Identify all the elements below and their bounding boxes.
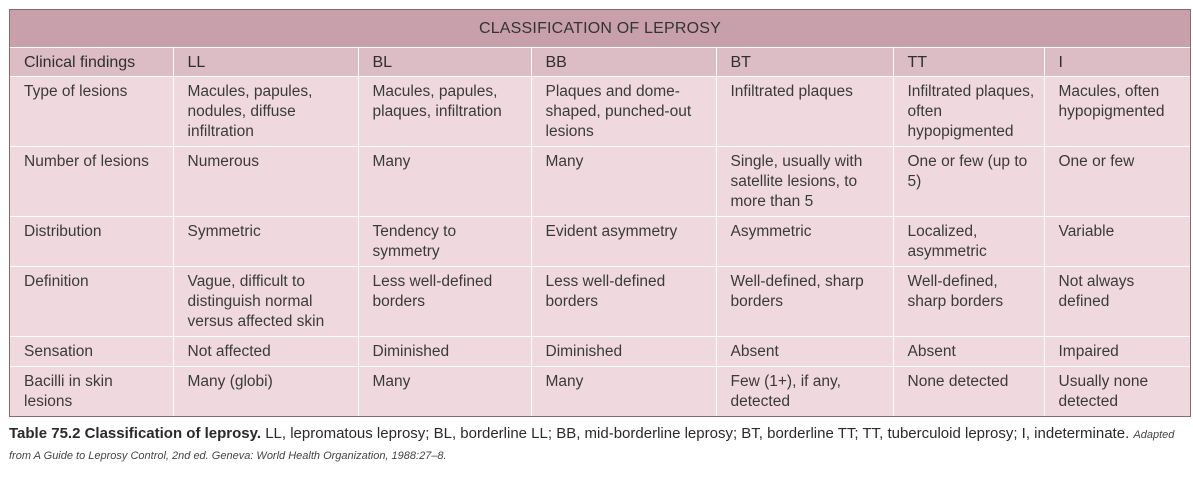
row-label: Definition xyxy=(10,267,173,337)
header-row xyxy=(10,48,1190,77)
cell-ll: Many (globi) xyxy=(173,367,358,417)
cell-bb: Many xyxy=(531,367,716,417)
cell-bb: Less well-defined borders xyxy=(531,267,716,337)
caption-text: LL, lepromatous leprosy; BL, borderline LL; BB, mid-borderline leprosy; BT, borderline TT; TT, tuberculoid leprosy; I, indeterminate. xyxy=(261,425,1130,442)
table-row xyxy=(10,77,1190,147)
row-label: Type of lesions xyxy=(10,77,173,147)
cell-ll: Vague, difficult to distinguish normal versus affected skin xyxy=(173,267,358,337)
cell-bt: Infiltrated plaques xyxy=(716,77,893,147)
cell-bb: Plaques and dome-shaped, punched-out lesions xyxy=(531,77,716,147)
header-bt: BT xyxy=(716,48,893,77)
cell-ll: Numerous xyxy=(173,147,358,217)
classification-table xyxy=(9,9,1191,417)
table-row xyxy=(10,217,1190,267)
cell-bb: Many xyxy=(531,147,716,217)
cell-i: One or few xyxy=(1058,153,1135,170)
cell-bl: Many xyxy=(358,367,531,417)
header-tt: TT xyxy=(893,48,1044,77)
cell-i: Variable xyxy=(1058,223,1115,240)
cell-tt: One or few (up to 5) xyxy=(893,147,1044,217)
cell-tt: Infiltrated plaques, often hypopigmented xyxy=(893,77,1044,147)
cell-bb: Diminished xyxy=(531,337,716,367)
header-i: I xyxy=(1044,48,1190,77)
cell-tt: Absent xyxy=(893,337,1044,367)
cell-bl: Many xyxy=(358,147,531,217)
cell-ll: Macules, papules, nodules, diffuse infiltration xyxy=(173,77,358,147)
cell-bl: Less well-defined borders xyxy=(358,267,531,337)
row-label: Bacilli in skin lesions xyxy=(10,367,173,417)
header-bb: BB xyxy=(531,48,716,77)
header-bl: BL xyxy=(358,48,531,77)
table-title: CLASSIFICATION OF LEPROSY xyxy=(10,10,1190,48)
cell-bl: Tendency to symmetry xyxy=(358,217,531,267)
cell-i: Impaired xyxy=(1058,343,1119,360)
cell-ll: Not affected xyxy=(173,337,358,367)
leprosy-table xyxy=(10,48,1190,416)
table-row xyxy=(10,147,1190,217)
cell-bl: Diminished xyxy=(358,337,531,367)
cell-ll: Symmetric xyxy=(173,217,358,267)
row-label: Sensation xyxy=(10,337,173,367)
table-row xyxy=(10,337,1190,367)
row-label: Distribution xyxy=(10,217,173,267)
caption-source: Adapted from A Guide to Leprosy Control, 2nd ed. Geneva: World Health Organization, 1988:27–8. xyxy=(9,429,1175,462)
cell-bt: Absent xyxy=(716,337,893,367)
cell-tt: Well-defined, sharp borders xyxy=(893,267,1044,337)
table-row xyxy=(10,267,1190,337)
cell-bt: Well-defined, sharp borders xyxy=(716,267,893,337)
cell-bb: Evident asymmetry xyxy=(531,217,716,267)
row-label: Number of lesions xyxy=(10,147,173,217)
caption-lead: Table 75.2 Classification of leprosy. xyxy=(9,425,262,442)
cell-bt: Few (1+), if any, detected xyxy=(716,367,893,417)
cell-tt: None detected xyxy=(893,367,1044,417)
cell-i: Not always defined xyxy=(1058,273,1135,310)
cell-i: Usually none detected xyxy=(1058,373,1149,410)
table-row xyxy=(10,367,1190,417)
cell-bl: Macules, papules, plaques, infiltration xyxy=(358,77,531,147)
header-ll: LL xyxy=(173,48,358,77)
cell-tt: Localized, asymmetric xyxy=(893,217,1044,267)
header-clinical-findings: Clinical findings xyxy=(10,48,173,77)
cell-i: Macules, often hypopigmented xyxy=(1058,83,1165,120)
cell-bt: Single, usually with satellite lesions, to more than 5 xyxy=(716,147,893,217)
table-caption xyxy=(9,424,1184,466)
cell-bt: Asymmetric xyxy=(716,217,893,267)
